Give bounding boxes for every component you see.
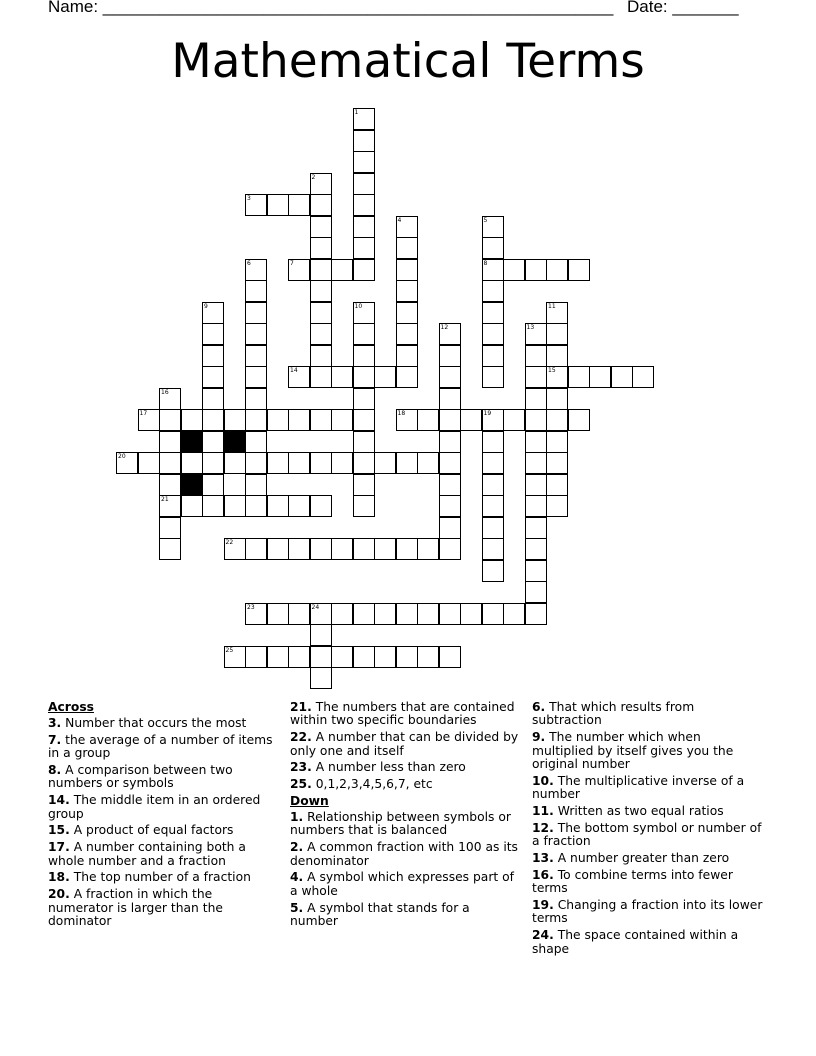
clue-item <box>48 717 273 730</box>
clue-text: A comparison between two numbers or symbols <box>48 763 233 791</box>
answer-cell[interactable] <box>245 474 267 496</box>
answer-cell[interactable] <box>460 409 482 431</box>
clue-item <box>532 775 766 802</box>
clue-text: That which results from subtraction <box>532 700 695 728</box>
clue-text: A number greater than zero <box>557 851 730 866</box>
clue-number: 19. <box>532 898 554 913</box>
clue-number: 13. <box>532 851 554 866</box>
section-heading-across: Across <box>48 700 94 714</box>
answer-cell[interactable] <box>396 345 418 367</box>
answer-cell[interactable] <box>224 409 246 431</box>
answer-cell[interactable] <box>331 259 353 281</box>
answer-cell[interactable] <box>353 366 375 388</box>
cell-number: 6 <box>247 259 251 267</box>
clue-text: Number that occurs the most <box>65 716 247 730</box>
clue-item <box>532 731 766 771</box>
cell-number: 24 <box>311 603 320 611</box>
clue-number: 7. <box>48 732 62 747</box>
answer-cell[interactable] <box>331 366 353 388</box>
answer-cell[interactable] <box>267 194 289 216</box>
answer-cell[interactable] <box>267 646 289 668</box>
answer-cell[interactable] <box>525 517 547 539</box>
cell-number: 19 <box>483 410 492 417</box>
answer-cell[interactable] <box>181 452 203 474</box>
answer-cell[interactable] <box>374 603 396 625</box>
answer-cell[interactable] <box>353 259 375 281</box>
clue-text: A fraction in which the numerator is larger than the dominator <box>48 887 223 929</box>
answer-cell[interactable] <box>245 302 267 324</box>
clue-item <box>532 899 766 926</box>
clue-item <box>48 871 273 884</box>
cell-number: 4 <box>397 216 402 224</box>
answer-cell[interactable] <box>288 194 310 216</box>
answer-cell[interactable] <box>439 603 461 625</box>
clue-number: 4. <box>290 870 304 885</box>
answer-cell[interactable] <box>482 302 504 324</box>
answer-cell[interactable] <box>159 452 181 474</box>
clue-number: 11. <box>532 804 554 819</box>
answer-cell[interactable] <box>310 302 332 324</box>
answer-cell[interactable] <box>245 409 267 431</box>
clue-item <box>48 841 273 868</box>
answer-cell[interactable] <box>267 603 289 625</box>
answer-cell[interactable] <box>374 538 396 560</box>
answer-cell[interactable] <box>353 216 375 238</box>
answer-cell[interactable] <box>632 366 654 388</box>
clue-text: The space contained within a shape <box>532 928 739 956</box>
clue-text: To combine terms into fewer terms <box>532 867 733 896</box>
cell-number: 14 <box>290 367 298 374</box>
answer-cell[interactable] <box>439 452 461 474</box>
answer-cell[interactable] <box>202 366 224 388</box>
cell-number: 7 <box>290 259 294 267</box>
answer-cell[interactable] <box>159 431 181 453</box>
clue-number: 9. <box>532 730 546 745</box>
answer-cell[interactable] <box>396 280 418 302</box>
clue-text: Changing a fraction into its lower terms <box>532 898 763 926</box>
cell-number: 8 <box>483 259 488 267</box>
answer-cell[interactable] <box>482 280 504 302</box>
clue-number: 10. <box>532 773 554 788</box>
clue-item <box>532 852 766 865</box>
answer-cell[interactable] <box>439 345 461 367</box>
answer-cell[interactable] <box>374 646 396 668</box>
answer-cell[interactable] <box>245 366 267 388</box>
answer-cell[interactable] <box>546 388 568 410</box>
answer-cell[interactable] <box>353 173 375 195</box>
answer-cell[interactable] <box>310 667 332 689</box>
clue-column-3 <box>532 701 766 959</box>
answer-cell[interactable] <box>159 474 181 496</box>
answer-cell[interactable] <box>245 431 267 453</box>
answer-cell[interactable] <box>482 345 504 367</box>
clue-text: The top number of a fraction <box>73 870 251 885</box>
answer-cell[interactable] <box>482 538 504 560</box>
answer-cell[interactable] <box>396 237 418 259</box>
answer-cell[interactable] <box>310 280 332 302</box>
answer-cell[interactable] <box>202 452 224 474</box>
answer-cell[interactable] <box>181 495 203 517</box>
clue-number: 17. <box>48 840 70 855</box>
answer-cell[interactable] <box>568 259 590 281</box>
clue-number: 12. <box>532 820 554 835</box>
clue-number: 18. <box>48 870 70 885</box>
clue-text: The number which when multiplied by itself gives you the original number <box>532 730 734 772</box>
answer-cell[interactable] <box>331 603 353 625</box>
answer-cell[interactable] <box>525 452 547 474</box>
clue-item <box>290 731 520 758</box>
clue-number: 22. <box>290 730 312 745</box>
clue-item <box>532 929 766 956</box>
answer-cell[interactable] <box>245 280 267 302</box>
clue-text: Written as two equal ratios <box>557 804 724 819</box>
answer-cell[interactable] <box>245 646 267 668</box>
answer-cell[interactable] <box>202 323 224 345</box>
clue-number: 3. <box>48 716 62 730</box>
answer-cell[interactable] <box>245 538 267 560</box>
answer-cell[interactable] <box>439 388 461 410</box>
answer-cell[interactable] <box>353 431 375 453</box>
clue-item <box>290 811 520 838</box>
clue-text: The middle item in an ordered group <box>48 793 261 821</box>
answer-cell[interactable] <box>310 646 332 668</box>
answer-cell[interactable] <box>568 409 590 431</box>
answer-cell[interactable] <box>331 409 353 431</box>
answer-cell[interactable] <box>396 646 418 668</box>
answer-cell[interactable] <box>202 388 224 410</box>
answer-cell[interactable] <box>546 345 568 367</box>
answer-cell[interactable] <box>482 560 504 582</box>
cell-number: 10 <box>354 302 363 310</box>
answer-cell[interactable] <box>159 538 181 560</box>
clue-column-1 <box>48 701 273 932</box>
answer-cell[interactable] <box>417 538 439 560</box>
answer-cell[interactable] <box>310 538 332 560</box>
cell-number: 2 <box>311 173 316 181</box>
clue-item <box>532 805 766 818</box>
clue-number: 23. <box>290 760 312 775</box>
name-field[interactable]: Name: ______________________________________________________ <box>48 0 614 16</box>
clue-item <box>48 824 273 837</box>
answer-cell[interactable] <box>288 452 310 474</box>
answer-cell[interactable] <box>353 345 375 367</box>
answer-cell[interactable] <box>482 431 504 453</box>
answer-cell[interactable] <box>288 538 310 560</box>
answer-cell[interactable] <box>353 130 375 152</box>
answer-cell[interactable] <box>310 216 332 238</box>
answer-cell[interactable] <box>482 495 504 517</box>
clue-item <box>48 734 273 761</box>
answer-cell[interactable] <box>439 409 461 431</box>
section-heading-down: Down <box>290 794 329 808</box>
answer-cell[interactable] <box>525 581 547 603</box>
answer-cell[interactable] <box>503 409 525 431</box>
answer-cell[interactable] <box>525 409 547 431</box>
block-cell <box>181 474 203 496</box>
answer-cell[interactable] <box>202 345 224 367</box>
clue-item <box>290 902 520 929</box>
clue-item <box>532 822 766 849</box>
answer-cell[interactable] <box>159 409 181 431</box>
answer-cell[interactable] <box>439 538 461 560</box>
cell-number: 15 <box>548 367 556 374</box>
clue-item <box>48 764 273 791</box>
answer-cell[interactable] <box>525 474 547 496</box>
answer-cell[interactable] <box>331 538 353 560</box>
clue-text: The numbers that are contained within two specific boundaries <box>290 700 515 728</box>
clue-text: A number that can be divided by only one and itself <box>290 730 519 758</box>
answer-cell[interactable] <box>525 560 547 582</box>
answer-cell[interactable] <box>310 259 332 281</box>
answer-cell[interactable] <box>482 323 504 345</box>
clue-number: 16. <box>532 867 554 882</box>
cell-number: 9 <box>204 302 208 310</box>
clue-item <box>532 869 766 896</box>
answer-cell[interactable] <box>310 409 332 431</box>
clue-text: A symbol which expresses part of a whole <box>290 870 514 898</box>
answer-cell[interactable] <box>138 452 160 474</box>
answer-cell[interactable] <box>245 323 267 345</box>
answer-cell[interactable] <box>310 495 332 517</box>
answer-cell[interactable] <box>267 452 289 474</box>
clue-number: 8. <box>48 763 62 777</box>
answer-cell[interactable] <box>589 366 611 388</box>
answer-cell[interactable] <box>525 345 547 367</box>
answer-cell[interactable] <box>439 495 461 517</box>
answer-cell[interactable] <box>353 237 375 259</box>
clue-number: 20. <box>48 887 70 902</box>
cell-number: 16 <box>161 388 169 396</box>
answer-cell[interactable] <box>525 388 547 410</box>
answer-cell[interactable] <box>353 474 375 496</box>
answer-cell[interactable] <box>546 259 568 281</box>
answer-cell[interactable] <box>525 366 547 388</box>
cell-number: 20 <box>118 453 126 460</box>
answer-cell[interactable] <box>546 474 568 496</box>
answer-cell[interactable] <box>288 495 310 517</box>
answer-cell[interactable] <box>525 495 547 517</box>
answer-cell[interactable] <box>310 366 332 388</box>
answer-cell[interactable] <box>353 603 375 625</box>
answer-cell[interactable] <box>396 603 418 625</box>
cell-number: 25 <box>225 646 234 654</box>
answer-cell[interactable] <box>503 259 525 281</box>
answer-cell[interactable] <box>396 538 418 560</box>
answer-cell[interactable] <box>546 323 568 345</box>
answer-cell[interactable] <box>568 366 590 388</box>
answer-cell[interactable] <box>353 452 375 474</box>
cell-number: 18 <box>397 410 406 417</box>
answer-cell[interactable] <box>310 237 332 259</box>
answer-cell[interactable] <box>439 431 461 453</box>
answer-cell[interactable] <box>288 603 310 625</box>
answer-cell[interactable] <box>482 517 504 539</box>
clue-item <box>48 794 273 821</box>
answer-cell[interactable] <box>353 323 375 345</box>
clue-text: A common fraction with 100 as its denominator <box>290 840 518 868</box>
answer-cell[interactable] <box>245 495 267 517</box>
clue-number: 25. <box>290 777 312 792</box>
answer-cell[interactable] <box>439 517 461 539</box>
answer-cell[interactable] <box>374 452 396 474</box>
answer-cell[interactable] <box>546 431 568 453</box>
cell-number: 22 <box>225 539 234 546</box>
answer-cell[interactable] <box>546 452 568 474</box>
cell-number: 1 <box>354 109 359 116</box>
clue-item <box>532 701 766 728</box>
answer-cell[interactable] <box>396 366 418 388</box>
clue-number: 14. <box>48 793 70 808</box>
cell-number: 13 <box>526 324 535 331</box>
answer-cell[interactable] <box>525 431 547 453</box>
answer-cell[interactable] <box>353 646 375 668</box>
answer-cell[interactable] <box>245 452 267 474</box>
answer-cell[interactable] <box>525 259 547 281</box>
answer-cell[interactable] <box>310 323 332 345</box>
clue-text: A number less than zero <box>315 760 466 775</box>
answer-cell[interactable] <box>396 323 418 345</box>
answer-cell[interactable] <box>288 409 310 431</box>
answer-cell[interactable] <box>503 603 525 625</box>
answer-cell[interactable] <box>525 603 547 625</box>
answer-cell[interactable] <box>202 495 224 517</box>
answer-cell[interactable] <box>482 366 504 388</box>
answer-cell[interactable] <box>374 366 396 388</box>
clue-item <box>290 871 520 898</box>
answer-cell[interactable] <box>331 646 353 668</box>
answer-cell[interactable] <box>353 388 375 410</box>
answer-cell[interactable] <box>245 388 267 410</box>
answer-cell[interactable] <box>267 409 289 431</box>
clue-number: 5. <box>290 900 304 915</box>
answer-cell[interactable] <box>482 237 504 259</box>
answer-cell[interactable] <box>439 646 461 668</box>
block-cell <box>224 431 246 453</box>
cell-number: 21 <box>161 496 169 503</box>
answer-cell[interactable] <box>417 452 439 474</box>
answer-cell[interactable] <box>546 409 568 431</box>
answer-cell[interactable] <box>353 409 375 431</box>
answer-cell[interactable] <box>181 409 203 431</box>
answer-cell[interactable] <box>202 409 224 431</box>
clue-item <box>290 778 520 791</box>
clue-text: A symbol that stands for a number <box>290 900 470 929</box>
answer-cell[interactable] <box>417 646 439 668</box>
clue-text: The multiplicative inverse of a number <box>532 773 745 802</box>
cell-number: 23 <box>247 603 255 611</box>
clue-text: Relationship between symbols or numbers that is balanced <box>290 810 511 838</box>
answer-cell[interactable] <box>482 474 504 496</box>
answer-cell[interactable] <box>482 603 504 625</box>
page-title: Mathematical Terms <box>171 34 645 89</box>
answer-cell[interactable] <box>310 194 332 216</box>
clue-item <box>290 761 520 774</box>
answer-cell[interactable] <box>417 409 439 431</box>
answer-cell[interactable] <box>331 452 353 474</box>
answer-cell[interactable] <box>611 366 633 388</box>
answer-cell[interactable] <box>353 194 375 216</box>
answer-cell[interactable] <box>439 474 461 496</box>
cell-number: 11 <box>548 302 556 310</box>
cell-number: 3 <box>247 195 251 202</box>
clue-text: A product of equal factors <box>73 823 234 838</box>
clue-text: 0,1,2,3,4,5,6,7, etc <box>315 777 433 792</box>
answer-cell[interactable] <box>310 624 332 646</box>
answer-cell[interactable] <box>245 345 267 367</box>
clue-item <box>290 841 520 868</box>
clue-number: 21. <box>290 700 312 714</box>
answer-cell[interactable] <box>202 474 224 496</box>
answer-cell[interactable] <box>224 452 246 474</box>
clue-item <box>290 701 520 728</box>
answer-cell[interactable] <box>267 538 289 560</box>
answer-cell[interactable] <box>310 452 332 474</box>
answer-cell[interactable] <box>460 603 482 625</box>
cell-number: 17 <box>139 410 148 417</box>
answer-cell[interactable] <box>396 302 418 324</box>
block-cell <box>181 431 203 453</box>
cell-number: 5 <box>483 216 488 224</box>
answer-cell[interactable] <box>396 259 418 281</box>
clue-number: 6. <box>532 700 546 714</box>
clue-number: 24. <box>532 928 554 943</box>
clue-number: 2. <box>290 840 304 855</box>
clue-text: A number containing both a whole number and a fraction <box>48 840 246 868</box>
answer-cell[interactable] <box>288 646 310 668</box>
answer-cell[interactable] <box>525 538 547 560</box>
answer-cell[interactable] <box>224 495 246 517</box>
answer-cell[interactable] <box>439 366 461 388</box>
answer-cell[interactable] <box>482 452 504 474</box>
answer-cell[interactable] <box>417 603 439 625</box>
clue-text: the average of a number of items in a group <box>48 732 273 761</box>
clue-text: The bottom symbol or number of a fraction <box>532 820 762 849</box>
clue-item <box>48 888 273 928</box>
clue-number: 15. <box>48 823 70 838</box>
answer-cell[interactable] <box>396 452 418 474</box>
answer-cell[interactable] <box>202 431 224 453</box>
clue-number: 1. <box>290 810 304 824</box>
answer-cell[interactable] <box>546 495 568 517</box>
answer-cell[interactable] <box>310 345 332 367</box>
cell-number: 12 <box>440 324 449 331</box>
answer-cell[interactable] <box>353 495 375 517</box>
date-field[interactable]: Date: _______ <box>627 0 739 16</box>
answer-cell[interactable] <box>159 517 181 539</box>
clue-column-2 <box>290 701 520 932</box>
answer-cell[interactable] <box>353 151 375 173</box>
answer-cell[interactable] <box>267 495 289 517</box>
answer-cell[interactable] <box>353 538 375 560</box>
